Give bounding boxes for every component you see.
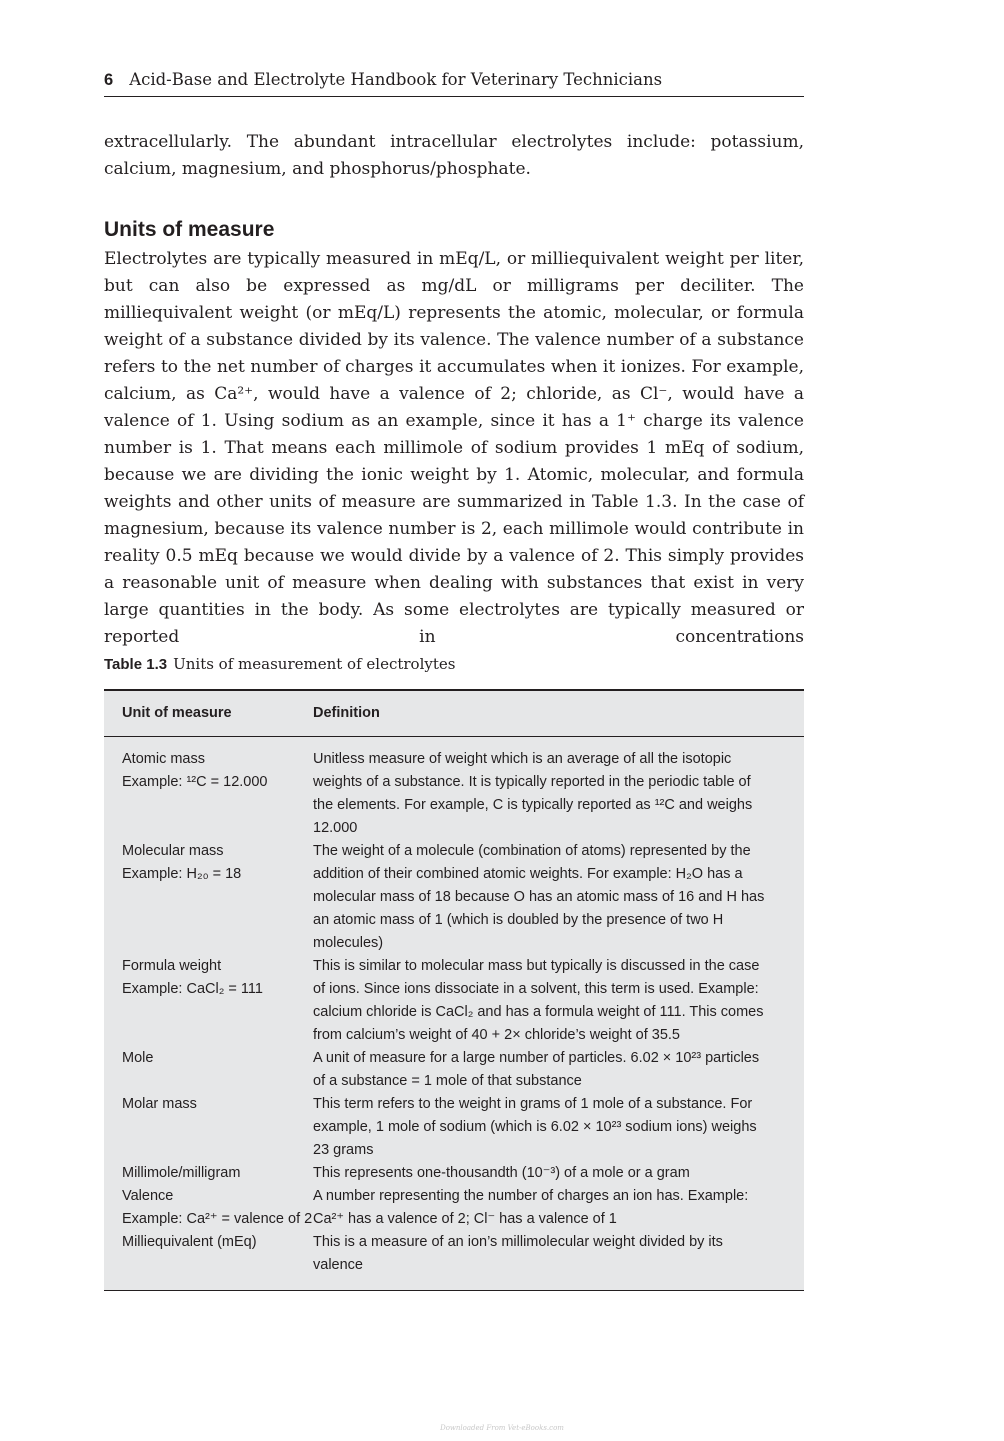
table-caption	[104, 655, 455, 673]
header-definition: Definition	[313, 705, 380, 721]
unit-name: Formula weight	[122, 958, 222, 974]
table-row	[104, 1093, 804, 1162]
unit-name: Millimole/milligram	[122, 1165, 241, 1181]
header-unit-of-measure: Unit of measure	[122, 705, 232, 721]
unit-cell	[104, 1047, 313, 1093]
unit-name: Molecular mass	[122, 843, 224, 859]
table-caption-text: Units of measurement of electrolytes	[173, 655, 456, 673]
table-row	[104, 1162, 804, 1185]
table-row	[104, 1185, 804, 1231]
table-row	[104, 1231, 804, 1277]
table-caption-label: Table 1.3	[104, 656, 168, 673]
paragraph-1: extracellularly. The abundant intracellular electrolytes include: potassium, calcium, magnesium, and phosphorus/phosphate.	[104, 132, 804, 179]
running-header	[104, 70, 804, 97]
definition-cell: This represents one-thousandth (10⁻³) of a mole or a gram	[313, 1165, 690, 1181]
unit-name: Mole	[122, 1050, 154, 1066]
table-row	[104, 1047, 804, 1093]
unit-name: Molar mass	[122, 1096, 197, 1112]
unit-example: Example: Ca²⁺ = valence of 2	[122, 1211, 313, 1227]
table-row	[104, 748, 804, 840]
table-row	[104, 840, 804, 955]
unit-example: Example: ¹²C = 12.000	[122, 774, 268, 790]
definition-cell: A unit of measure for a large number of particles. 6.02 × 10²³ particles of a substance = 1 mole of that substance	[313, 1050, 760, 1089]
paragraph-2: Electrolytes are typically measured in mEq/L, or milliequivalent weight per liter, but can also be expressed as mg/dL or milligrams per deciliter. The milliequivalent weight (or mEq/L) represents the atomic, molecular, or formula weight of a substance divided by its valence. The valence number of a substance refers to the net number of charges it accumulates when it ionizes. For example, calcium, as Ca²⁺, would have a valence of 2; chloride, as Cl⁻, would have a valence of 1. Using sodium as an example, since it has a 1⁺ charge its valence number is 1. That means each millimole of sodium provides 1 mEq of sodium, because we are dividing the ionic weight by 1. Atomic, molecular, and formula weights and other units of measure are summarized in Table 1.3. In the case of magnesium, because its valence number is 2, each millimole would contribute in reality 0.5 mEq because we would divide by a valence of 2. This simply provides a reasonable unit of measure when dealing with substances that exist in very large quantities in the body. As some electrolytes are typically measured or reported in concentrations	[104, 249, 804, 647]
unit-example: Example: CaCl₂ = 111	[122, 981, 263, 997]
unit-example: Example: H₂₀ = 18	[122, 866, 242, 882]
unit-cell	[104, 955, 313, 1047]
unit-name: Atomic mass	[122, 751, 205, 767]
definition-cell: This is a measure of an ion’s millimolecular weight divided by its valence	[313, 1234, 723, 1273]
table-header-row	[104, 691, 804, 737]
definition-cell: Unitless measure of weight which is an average of all the isotopic weights of a substance. It is typically reported in the periodic table of the elements. For example, C is typically reported as ¹²C and weighs 12.000	[313, 751, 753, 836]
units-table	[104, 689, 804, 1291]
book-title: Acid-Base and Electrolyte Handbook for Veterinary Technicians	[129, 70, 663, 89]
definition-cell: This is similar to molecular mass but typically is discussed in the case of ions. Since ions dissociate in a solvent, this term is used. Example: calcium chloride is CaCl₂ and has a formula weight of 111. This comes from calcium’s weight of 40 + 2× chloride’s weight of 35.5	[313, 958, 764, 1043]
table-body	[104, 737, 804, 1290]
unit-cell	[104, 1162, 313, 1185]
definition-cell: A number representing the number of charges an ion has. Example: Ca²⁺ has a valence of 2; Cl⁻ has a valence of 1	[313, 1188, 749, 1227]
unit-name: Milliequivalent (mEq)	[122, 1234, 257, 1250]
unit-cell	[104, 1231, 313, 1277]
definition-cell: The weight of a molecule (combination of atoms) represented by the addition of their combined atomic weights. For example: H₂O has a molecular mass of 18 because O has an atomic mass of 16 and H has an atomic mass of 1 (which is doubled by the presence of two H molecules)	[313, 843, 765, 951]
definition-cell: This term refers to the weight in grams of 1 mole of a substance. For example, 1 mole of sodium (which is 6.02 × 10²³ sodium ions) weighs 23 grams	[313, 1096, 757, 1158]
table-row	[104, 955, 804, 1047]
page-number: 6	[104, 71, 114, 89]
download-watermark: Downloaded From Vet-eBooks.com	[440, 1424, 564, 1432]
unit-cell	[104, 840, 313, 955]
unit-cell	[104, 1093, 313, 1162]
unit-name: Valence	[122, 1188, 174, 1204]
unit-cell	[104, 1185, 313, 1231]
section-heading: Units of measure	[104, 218, 275, 241]
unit-cell	[104, 748, 313, 840]
